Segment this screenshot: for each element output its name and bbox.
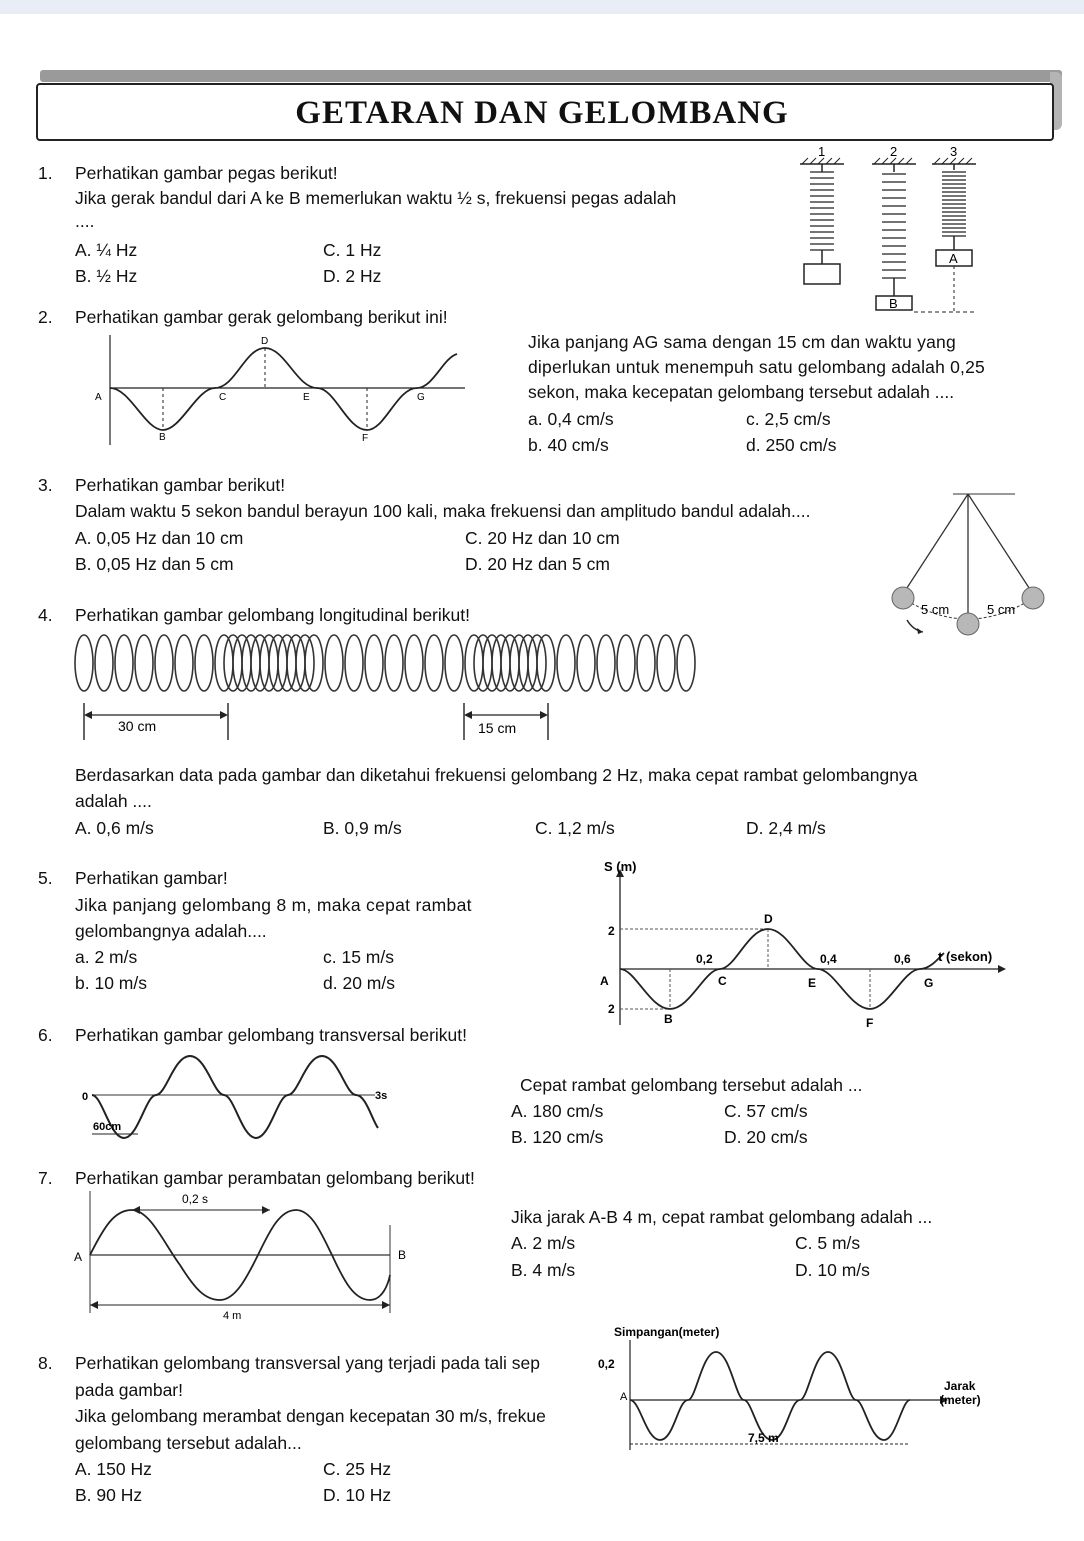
q2-label-b: B	[159, 432, 166, 443]
q2-label-e: E	[303, 392, 310, 403]
q1-line-2: Jika gerak bandul dari A ke B memerlukan waktu ½ s, frekuensi pegas adalah	[75, 188, 677, 208]
q5-tick-06: 0,6	[894, 952, 911, 966]
q4-option-d[interactable]: D. 2,4 m/s	[746, 818, 826, 838]
spring-coil	[135, 635, 153, 691]
banner-shadow	[40, 70, 1062, 82]
q6-wave-figure	[80, 1050, 420, 1150]
q7-label-period: 0,2 s	[182, 1192, 209, 1206]
q1-option-c[interactable]: C. 1 Hz	[323, 240, 382, 260]
q4-line-2: Berdasarkan data pada gambar dan diketahui frekuensi gelombang 2 Hz, maka cepat rambat gelombangnya	[75, 765, 918, 785]
q2-wave-figure	[85, 330, 485, 450]
spring-coil	[95, 635, 113, 691]
spring-coil	[195, 635, 213, 691]
q6-option-d[interactable]: D. 20 cm/s	[724, 1127, 808, 1147]
q6-line-2: Cepat rambat gelombang tersebut adalah ...	[520, 1075, 863, 1095]
q7-line-1: Perhatikan gambar perambatan gelombang berikut!	[75, 1168, 475, 1188]
q4-label-30cm: 30 cm	[118, 718, 157, 734]
q1-spring-figure	[790, 140, 990, 320]
q1-option-a[interactable]: A. ¼ Hz	[75, 240, 138, 260]
spring-coil	[445, 635, 463, 691]
q4-label-15cm: 15 cm	[478, 720, 517, 736]
q6-label-60cm: 60cm	[93, 1121, 122, 1133]
q5-line-2: Jika panjang gelombang 8 m, maka cepat rambat	[75, 895, 472, 915]
q4-option-b[interactable]: B. 0,9 m/s	[323, 818, 402, 838]
q4-line-1: Perhatikan gambar gelombang longitudinal berikut!	[75, 605, 470, 625]
q5-label-d: D	[764, 912, 773, 926]
q5-graph-figure	[590, 855, 1030, 1035]
q6-option-c[interactable]: C. 57 cm/s	[724, 1101, 808, 1121]
top-strip	[0, 0, 1084, 14]
q8-length-label: 7,5 m	[748, 1431, 779, 1445]
q1-line-1: Perhatikan gambar pegas berikut!	[75, 163, 338, 183]
q2-line-1: Perhatikan gambar gerak gelombang berikut ini!	[75, 307, 448, 327]
q7-label-distance: 4 m	[223, 1310, 242, 1322]
spring-coil	[557, 635, 575, 691]
q6-option-b[interactable]: B. 120 cm/s	[511, 1127, 604, 1147]
q6-label-3s: 3s	[375, 1090, 388, 1102]
q4-option-c[interactable]: C. 1,2 m/s	[535, 818, 615, 838]
spring-coil	[577, 635, 595, 691]
spring-coil	[425, 635, 443, 691]
q2-number: 2.	[38, 307, 53, 327]
q5-line-1: Perhatikan gambar!	[75, 868, 228, 888]
spring-coil	[345, 635, 363, 691]
q5-label-c: C	[718, 974, 727, 988]
q8-ylabel: Simpangan(meter)	[614, 1325, 720, 1339]
q7-option-b[interactable]: B. 4 m/s	[511, 1260, 576, 1280]
q8-number: 8.	[38, 1353, 53, 1373]
spring-coil	[597, 635, 615, 691]
q2-label-d: D	[261, 336, 269, 347]
q5-option-c[interactable]: c. 15 m/s	[323, 947, 394, 967]
spring-coil	[405, 635, 423, 691]
q8-option-d[interactable]: D. 10 Hz	[323, 1485, 392, 1505]
q5-number: 5.	[38, 868, 53, 888]
q2-label-a: A	[95, 392, 102, 403]
q8-xlabel-1: Jarak	[944, 1379, 976, 1393]
q1-fig-label-3: 3	[950, 144, 958, 159]
q2-label-f: F	[362, 433, 369, 444]
spring-coil	[637, 635, 655, 691]
q5-line-3: gelombangnya adalah....	[75, 921, 267, 941]
q3-option-a[interactable]: A. 0,05 Hz dan 10 cm	[75, 528, 244, 548]
q5-label-b: B	[664, 1012, 673, 1026]
q5-label-g: G	[924, 976, 934, 990]
q7-number: 7.	[38, 1168, 53, 1188]
q5-label-e: E	[808, 976, 817, 990]
q6-number: 6.	[38, 1025, 53, 1045]
q3-pendulum-figure	[885, 490, 1055, 645]
q4-longitudinal-figure	[72, 625, 712, 750]
q1-fig-label-a: A	[949, 251, 958, 266]
q5-option-a[interactable]: a. 2 m/s	[75, 947, 138, 967]
q5-tick-04: 0,4	[820, 952, 837, 966]
q5-label-a: A	[600, 974, 609, 988]
q1-option-b[interactable]: B. ½ Hz	[75, 266, 138, 286]
q1-fig-label-2: 2	[890, 144, 898, 159]
q1-number: 1.	[38, 163, 53, 183]
q7-wave-figure	[70, 1185, 420, 1325]
spring-coil	[385, 635, 403, 691]
q5-tick-02: 0,2	[696, 952, 713, 966]
q2-label-g: G	[417, 392, 425, 403]
page-title: GETARAN DAN GELOMBANG	[295, 95, 789, 131]
spring-coil	[677, 635, 695, 691]
q6-label-0: 0	[82, 1091, 89, 1103]
q2-line-4: sekon, maka kecepatan gelombang tersebut adalah ....	[528, 382, 955, 402]
q7-line-2: Jika jarak A-B 4 m, cepat rambat gelombang adalah ...	[511, 1207, 933, 1227]
q5-option-d[interactable]: d. 20 m/s	[323, 973, 395, 993]
q4-line-3: adalah ....	[75, 791, 152, 811]
spring-coil	[325, 635, 343, 691]
q3-option-c[interactable]: C. 20 Hz dan 10 cm	[465, 528, 620, 548]
q7-option-c[interactable]: C. 5 m/s	[795, 1233, 861, 1253]
spring-coil	[75, 635, 93, 691]
q5-option-b[interactable]: b. 10 m/s	[75, 973, 147, 993]
q2-option-c[interactable]: c. 2,5 cm/s	[746, 409, 831, 429]
spring-coil	[155, 635, 173, 691]
q7-label-b: B	[398, 1248, 407, 1262]
q4-option-a[interactable]: A. 0,6 m/s	[75, 818, 154, 838]
q8-option-b[interactable]: B. 90 Hz	[75, 1485, 143, 1505]
q8-option-a[interactable]: A. 150 Hz	[75, 1459, 152, 1479]
spring-coil	[365, 635, 383, 691]
q7-label-a: A	[74, 1250, 83, 1264]
q5-amp-top: 2	[608, 924, 615, 938]
spring-coil	[115, 635, 133, 691]
q2-option-a[interactable]: a. 0,4 cm/s	[528, 409, 614, 429]
q8-line-4: gelombang tersebut adalah...	[75, 1433, 302, 1453]
q3-amp-right: 5 cm	[987, 602, 1016, 617]
q3-option-b[interactable]: B. 0,05 Hz dan 5 cm	[75, 554, 234, 574]
q8-line-3: Jika gelombang merambat dengan kecepatan 30 m/s, frekuе	[75, 1406, 546, 1426]
q8-wave-figure	[598, 1320, 998, 1460]
q3-line-2: Dalam waktu 5 sekon bandul berayun 100 kali, maka frekuensi dan amplitudo bandul adalah....	[75, 501, 811, 521]
spring-coil	[175, 635, 193, 691]
q3-option-d[interactable]: D. 20 Hz dan 5 cm	[465, 554, 610, 574]
q3-line-1: Perhatikan gambar berikut!	[75, 475, 286, 495]
q7-option-d[interactable]: D. 10 m/s	[795, 1260, 870, 1280]
spring-coil	[617, 635, 635, 691]
q8-line-2: pada gambar!	[75, 1380, 183, 1400]
q8-xlabel-2: (meter)	[940, 1393, 981, 1407]
q7-option-a[interactable]: A. 2 m/s	[511, 1233, 576, 1253]
q3-amp-left: 5 cm	[921, 602, 950, 617]
q4-number: 4.	[38, 605, 53, 625]
q8-amp-label: 0,2	[598, 1357, 615, 1371]
q1-fig-label-b: B	[889, 296, 898, 311]
q5-ylabel: S (m)	[604, 859, 637, 874]
q6-line-1: Perhatikan gambar gelombang transversal berikut!	[75, 1025, 468, 1045]
spring-coil	[657, 635, 675, 691]
q5-label-f: F	[866, 1016, 874, 1030]
q5-xlabel: t (sekon)	[938, 949, 993, 964]
q8-start-label: A	[620, 1391, 628, 1403]
q2-option-d[interactable]: d. 250 cm/s	[746, 435, 837, 455]
q1-option-d[interactable]: D. 2 Hz	[323, 266, 382, 286]
q1-line-3: ....	[75, 211, 95, 231]
q2-label-c: C	[219, 392, 227, 403]
q2-option-b[interactable]: b. 40 cm/s	[528, 435, 609, 455]
q6-option-a[interactable]: A. 180 cm/s	[511, 1101, 604, 1121]
q1-fig-label-1: 1	[818, 144, 826, 159]
q5-amp-bottom: 2	[608, 1002, 615, 1016]
q3-number: 3.	[38, 475, 53, 495]
q8-option-c[interactable]: C. 25 Hz	[323, 1459, 392, 1479]
q2-line-3: diperlukan untuk menempuh satu gelombang adalah 0,25	[528, 357, 985, 377]
q2-line-2: Jika panjang AG sama dengan 15 cm dan waktu yang	[528, 332, 956, 352]
q8-line-1: Perhatikan gelombang transversal yang terjadi pada tali sep	[75, 1353, 541, 1373]
